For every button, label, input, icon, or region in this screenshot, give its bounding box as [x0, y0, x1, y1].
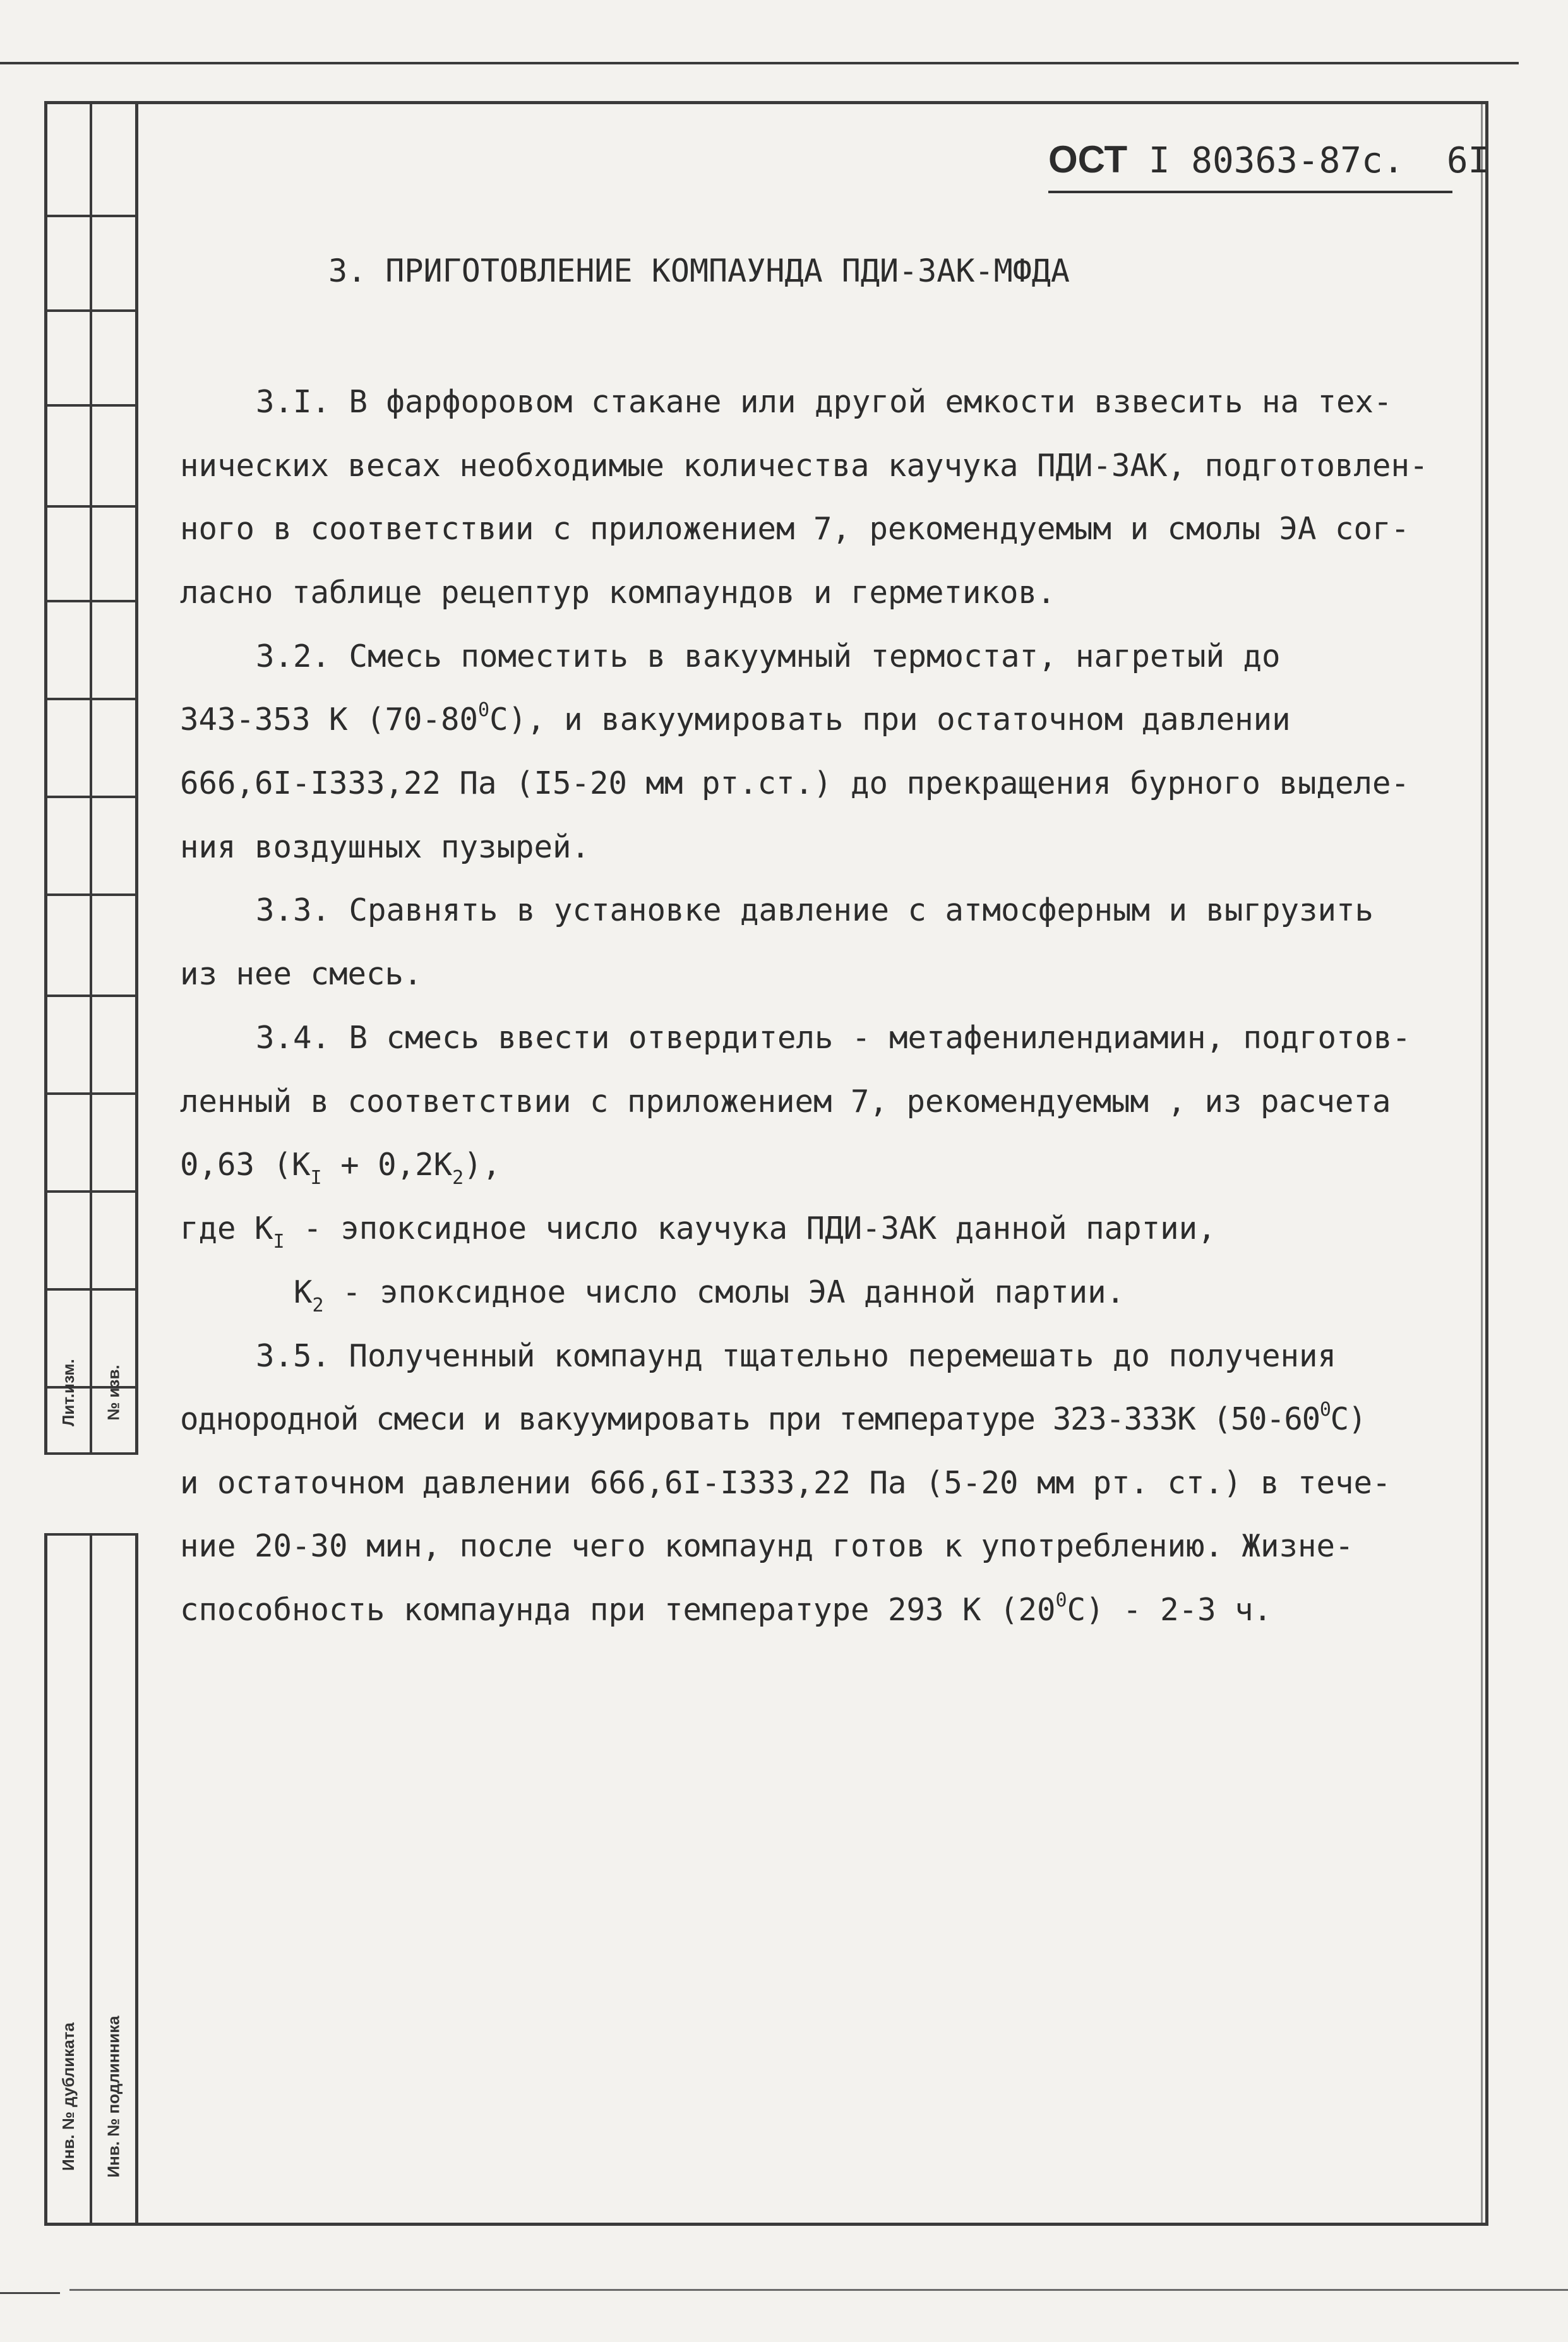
standard-number: I 80363-87 — [1148, 140, 1362, 181]
text-line: способность компаунда при температуре 293 К $(20^0С) - 2-3$ ч. — [180, 1589, 1272, 1628]
text-line: однородной смеси и вакуумировать при температуре 323-333К $(50-60^0С)$ — [180, 1399, 1367, 1437]
margin-row-line — [44, 893, 138, 896]
margin-label-izm: Лит.изм. — [58, 1358, 78, 1426]
text-line: 3.3. Сравнять в установке давление с атмосферным и выгрузить — [256, 892, 1374, 928]
margin-column-divider — [135, 101, 138, 2226]
bottom-rule — [69, 2289, 1568, 2291]
text-line: 3.2. Смесь поместить в вакуумный термостат, нагретый до — [256, 638, 1281, 674]
text-line: 3.4. В смесь ввести отвердитель - метафенилендиамин, подготов- — [256, 1020, 1411, 1056]
margin-row-line — [44, 1533, 138, 1536]
bottom-rule-left — [0, 2292, 60, 2294]
text-line: ния воздушных пузырей. — [180, 829, 590, 865]
margin-row-line — [44, 215, 138, 217]
text-line: 343-353 К $(70-80^0С)$, и вакуумировать при остаточном давлении — [180, 699, 1291, 738]
document-header — [1048, 138, 1489, 181]
margin-row-line — [44, 1190, 138, 1193]
margin-row-line — [44, 404, 138, 407]
margin-row-line — [44, 600, 138, 602]
margin-label-doc-no: № изв. — [104, 1364, 123, 1421]
text-line: где $К_I$ - эпоксидное число каучука ПДИ-ЗАК данной партии, — [180, 1210, 1216, 1253]
margin-row-line — [44, 995, 138, 997]
standard-code: ОСТ — [1048, 138, 1128, 181]
margin-gap — [42, 1455, 140, 1533]
frame-inner-line — [1481, 104, 1483, 2223]
margin-row-line — [44, 1092, 138, 1095]
section-title: 3. ПРИГОТОВЛЕНИЕ КОМПАУНДА ПДИ-ЗАК-МФДА — [328, 253, 1070, 289]
text-line: нических весах необходимые количества каучука ПДИ-ЗАК, подготовлен- — [180, 448, 1428, 484]
text-line: 3.I. В фарфоровом стакане или другой емкости взвесить на тех- — [256, 384, 1392, 420]
margin-row-line — [44, 1288, 138, 1291]
top-rule — [0, 62, 1519, 64]
text-line: ние 20-30 мин, после чего компаунд готов к употреблению. Жизне- — [180, 1528, 1354, 1564]
margin-label-podlinnik: Инв. № подлинника — [104, 2015, 123, 2178]
margin-row-line — [44, 796, 138, 798]
margin-label-dublikat: Инв. № дубликата — [58, 2022, 78, 2171]
text-line: 666,6I-I333,22 Па (I5-20 мм рт.ст.) до прекращения бурного выделе- — [180, 765, 1410, 801]
formula-line: 0,63 $(К_I + 0,2К_2)$, — [180, 1147, 501, 1189]
text-line: ного в соответствии с приложением 7, рекомендуемым и смолы ЭА сог- — [180, 511, 1410, 547]
text-line: и остаточном давлении 666,6I-I333,22 Па (5-20 мм рт. ст.) в тече- — [180, 1465, 1391, 1501]
text-line: 3.5. Полученный компаунд тщательно перемешать до получения — [256, 1338, 1337, 1374]
margin-row-line — [44, 698, 138, 700]
margin-row-line — [44, 309, 138, 312]
text-line: ласно таблице рецептур компаундов и герметиков. — [180, 575, 1056, 611]
page-prefix: с. — [1362, 140, 1404, 181]
text-line: ленный в соответствии с приложением 7, рекомендуемым , из расчета — [180, 1084, 1391, 1120]
page-number: 6I — [1446, 140, 1490, 181]
text-line: $К_2$ - эпоксидное число смолы ЭА данной партии. — [294, 1274, 1125, 1317]
header-underline — [1048, 191, 1452, 193]
text-line: из нее смесь. — [180, 956, 422, 992]
margin-column-divider — [90, 101, 92, 2226]
margin-row-line — [44, 505, 138, 508]
